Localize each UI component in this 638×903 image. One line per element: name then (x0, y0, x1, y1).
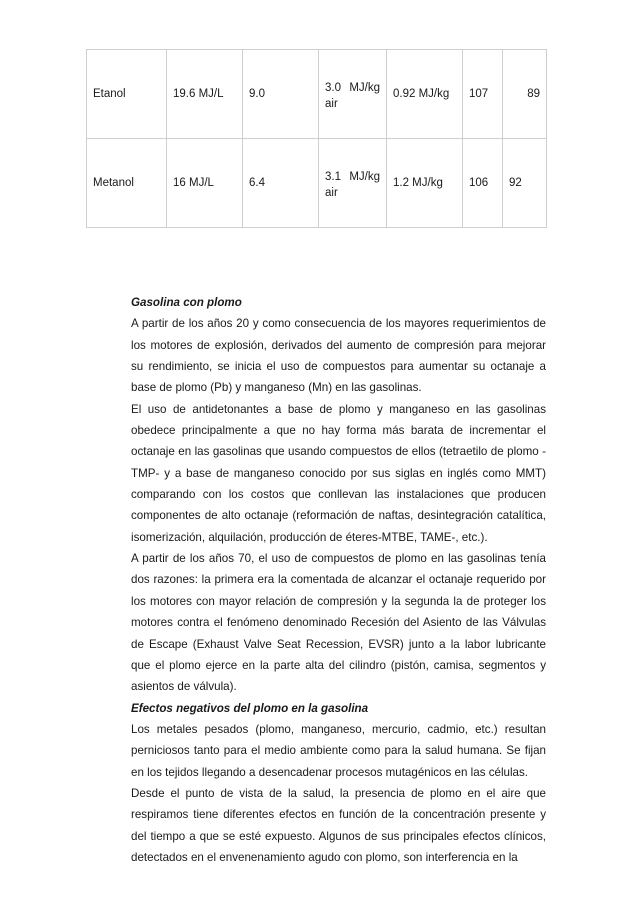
fuel-name-cell: Metanol (87, 139, 167, 228)
fuel-properties-table (86, 49, 547, 228)
ron-cell: 107 (463, 50, 503, 139)
air-energy-value: 3.1 MJ/kg (325, 171, 380, 183)
paragraph: Desde el punto de vista de la salud, la presencia de plomo en el aire que respiramos tiene diferentes efectos en función de la concentración presente y del tiempo a que se esté expuesto. Algunos de sus principales efectos clínicos, detectados en el envenenamiento agudo con plomo, son interferencia en la (131, 786, 546, 864)
energy-density-cell: 19.6 MJ/L (167, 50, 243, 139)
ron-cell: 106 (463, 139, 503, 228)
mon-cell: 92 (503, 139, 547, 228)
table-row (87, 139, 547, 228)
mon-cell: 89 (503, 50, 547, 139)
air-energy-cell (319, 50, 387, 139)
air-energy-unit: air (325, 98, 338, 110)
air-energy-value: 3.0 MJ/kg (325, 82, 380, 94)
heat-cell: 1.2 MJ/kg (387, 139, 463, 228)
energy-density-cell: 16 MJ/L (167, 139, 243, 228)
paragraph: A partir de los años 70, el uso de compuestos de plomo en las gasolinas tenía dos razones: la primera era la comentada de alcanzar el octanaje requerido por los motores con mayor relación de compresión y la segunda la de proteger los motores contra el fenómeno denominado Recesión del Asiento de las Válvulas de Escape (Exhaust Valve Seat Recession, EVSR) junto a la labor lubricante que el plomo ejerce en la parte alta del cilindro (pistón, camisa, segmentos y asientos de válvula). (131, 552, 546, 694)
paragraph: Los metales pesados (plomo, manganeso, mercurio, cadmio, etc.) resultan perniciosos tanto para el medio ambiente como para la salud humana. Se fijan en los tejidos llegando a desencadenar procesos mutagénicos en las células. (131, 722, 546, 779)
section-heading: Gasolina con plomo (131, 296, 242, 309)
ratio-cell: 9.0 (243, 50, 319, 139)
paragraph: El uso de antidetonantes a base de plomo y manganeso en las gasolinas obedece principalmente a que no hay forma más barata de incrementar el octanaje en las gasolinas que usando compuestos de ellos (tetraetilo de plomo -TMP- y a base de manganeso conocido por sus siglas en inglés como MMT) comparando con los costos que conllevan las instalaciones que producen componentes de alto octanaje (reformación de naftas, desintegración catalítica, isomerización, alquilación, producción de éteres-MTBE, TAME-, etc.). (131, 402, 546, 544)
paragraph: A partir de los años 20 y como consecuencia de los mayores requerimientos de los motores de explosión, derivados del aumento de compresión para mejorar su rendimiento, se inicia el uso de compuestos para aumentar su octanaje a base de plomo (Pb) y manganeso (Mn) en las gasolinas. (131, 317, 546, 395)
air-energy-cell (319, 139, 387, 228)
section-heading: Efectos negativos del plomo en la gasolina (131, 701, 369, 715)
document-body (131, 292, 546, 868)
fuel-name-cell: Etanol (87, 50, 167, 139)
heat-cell: 0.92 MJ/kg (387, 50, 463, 139)
table-row (87, 50, 547, 139)
ratio-cell: 6.4 (243, 139, 319, 228)
air-energy-unit: air (325, 187, 338, 199)
